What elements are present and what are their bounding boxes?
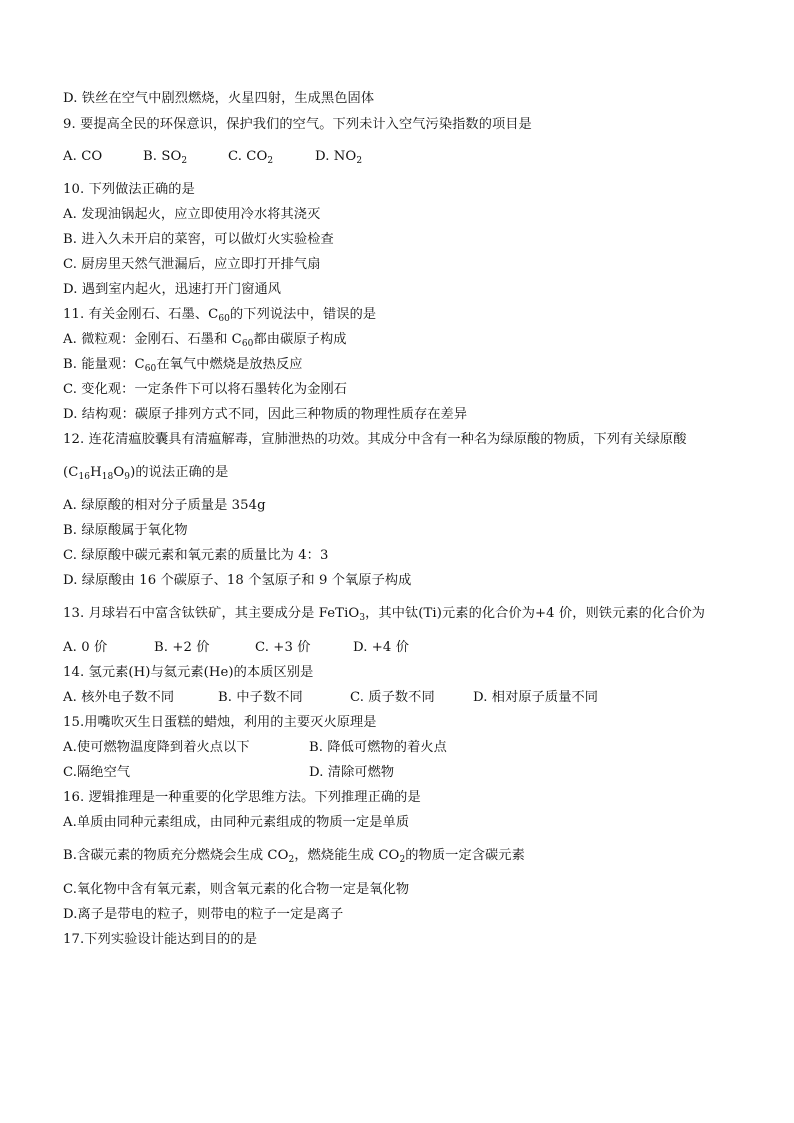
question-12: 12. 连花清瘟胶囊具有清瘟解毒，宣肺泄热的功效。其成分中含有一种名为绿原酸的物质，下列有关绿原酸 [63,432,687,447]
q16-option-d: D.离子是带电的粒子，则带电的粒子一定是离子 [63,907,344,922]
q12-option-d: D. 绿原酸由 16 个碳原子、18 个氢原子和 9 个氧原子构成 [63,573,412,588]
q9-option-c: C. $CO_2$ [228,149,274,166]
q16-option-b: B.含碳元素的物质充分燃烧会生成 $CO_2$，燃烧能生成 $CO_2$的物质一定含碳元素 [63,848,525,865]
q13-option-d: D. +4 价 [353,640,410,655]
q14-option-b: B. 中子数不同 [218,690,303,705]
q13-option-b: B. +2 价 [154,640,210,655]
q12-option-b: B. 绿原酸属于氧化物 [63,523,188,538]
q15-option-b: B. 降低可燃物的着火点 [309,740,447,755]
q11-option-b: B. 能量观：$C_{60}$在氧气中燃烧是放热反应 [63,357,303,374]
question-11: 11. 有关金刚石、石墨、$C_{60}$的下列说法中，错误的是 [63,307,377,324]
q9-option-a: A. CO [63,149,103,164]
q16-option-c: C.氧化物中含有氧元素，则含氧元素的化合物一定是氧化物 [63,882,410,897]
q14-option-d: D. 相对原子质量不同 [473,690,599,705]
question-14: 14. 氢元素(H)与氦元素(He)的本质区别是 [63,665,314,680]
question-9: 9. 要提高全民的环保意识，保护我们的空气。下列未计入空气污染指数的项目是 [63,117,532,132]
q12-option-a: A. 绿原酸的相对分子质量是 354g [63,498,266,513]
q14-option-c: C. 质子数不同 [350,690,435,705]
question-10: 10. 下列做法正确的是 [63,182,195,197]
q15-option-a: A.使可燃物温度降到着火点以下 [63,740,250,755]
question-15: 15.用嘴吹灭生日蛋糕的蜡烛，利用的主要灭火原理是 [63,715,377,730]
question-13: 13. 月球岩石中富含钛铁矿，其主要成分是 FeTiO$_3$，其中钛(Ti)元素的化合价为+4 价，则铁元素的化合价为 [63,606,706,623]
q12-formula-line: $(C_{16}H_{18}O_9)$的说法正确的是 [63,465,229,482]
q14-option-a: A. 核外电子数不同 [63,690,175,705]
q11-option-a: A. 微粒观：金刚石、石墨和 $C_{60}$都由碳原子构成 [63,332,347,349]
q10-option-d: D. 遇到室内起火，迅速打开门窗通风 [63,282,282,297]
q12-option-c: C. 绿原酸中碳元素和氧元素的质量比为 4：3 [63,548,329,563]
q13-option-c: C. +3 价 [255,640,311,655]
q15-option-d: D. 清除可燃物 [309,765,395,780]
q9-option-b: B. $SO_2$ [143,149,188,166]
q10-option-b: B. 进入久未开启的菜窖，可以做灯火实验检查 [63,232,334,247]
q15-option-c: C.隔绝空气 [63,765,131,780]
q10-option-c: C. 厨房里天然气泄漏后，应立即打开排气扇 [63,257,321,272]
question-16: 16. 逻辑推理是一种重要的化学思维方法。下列推理正确的是 [63,790,421,805]
q10-option-a: A. 发现油锅起火，应立即使用冷水将其浇灭 [63,207,321,222]
q8-option-d: D. 铁丝在空气中剧烈燃烧，火星四射，生成黑色固体 [63,91,375,106]
question-17: 17.下列实验设计能达到目的的是 [63,932,258,947]
q9-option-d: D. $NO_2$ [315,149,363,166]
q11-option-c: C. 变化观：一定条件下可以将石墨转化为金刚石 [63,382,348,397]
q13-option-a: A. 0 价 [63,640,108,655]
q16-option-a: A.单质由同种元素组成，由同种元素组成的物质一定是单质 [63,815,410,830]
q11-option-d: D. 结构观：碳原子排列方式不同，因此三种物质的物理性质存在差异 [63,407,468,422]
